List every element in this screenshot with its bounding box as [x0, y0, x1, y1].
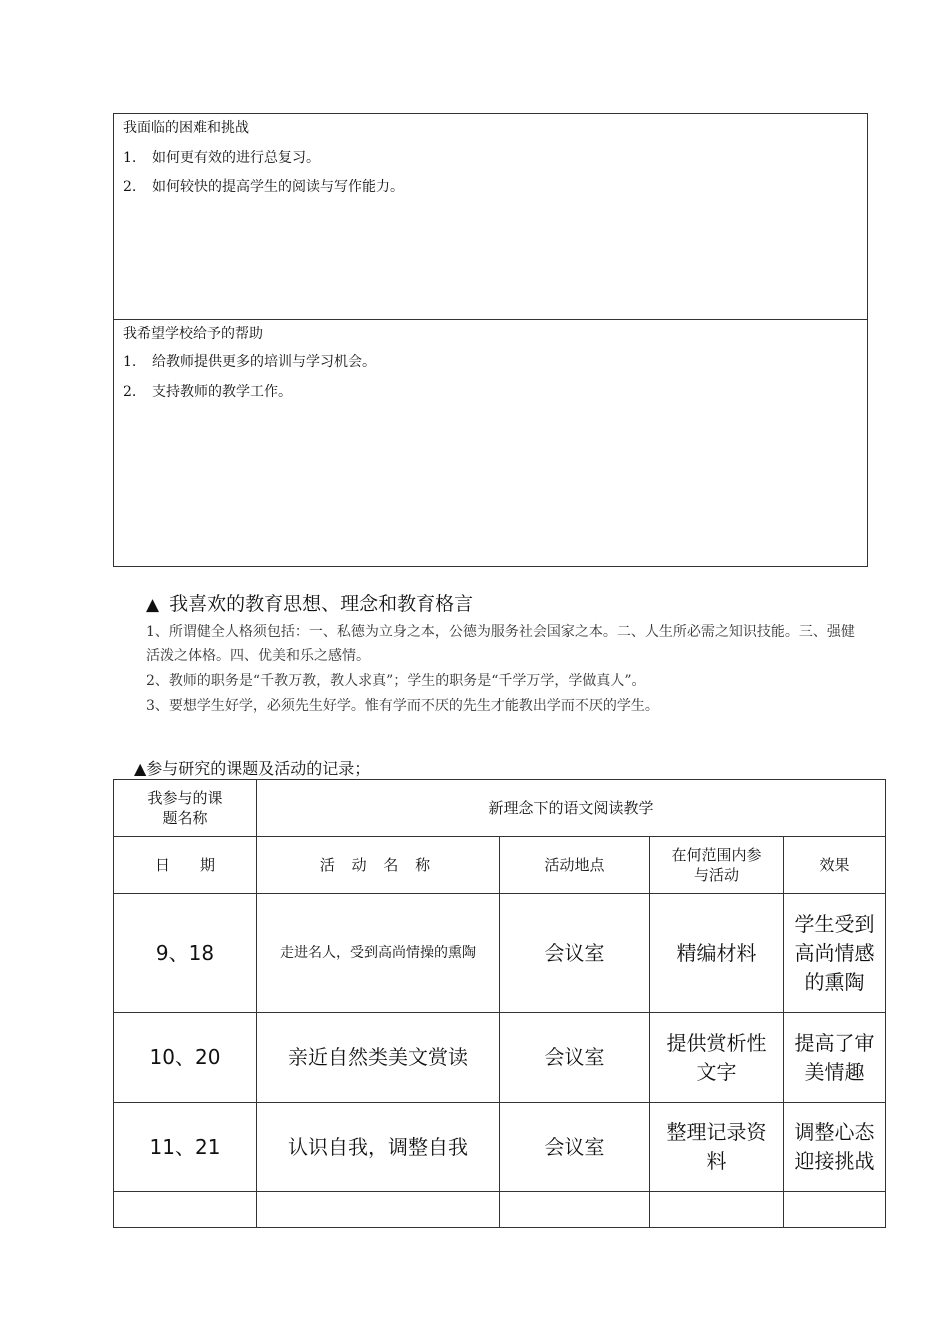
- scope-cell: [650, 1013, 784, 1103]
- challenge-item-number: 1.: [123, 150, 137, 166]
- help-item-text: 支持教师的教学工作。: [152, 384, 292, 400]
- challenge-item: [123, 176, 404, 196]
- effect-text: 学生受到高尚情感的熏陶: [794, 911, 875, 994]
- activity-cell: [257, 1192, 500, 1228]
- activity-cell: 走进名人，受到高尚情操的熏陶: [257, 894, 500, 1013]
- date-cell: 10、20: [114, 1013, 257, 1103]
- date-cell: 11、21: [114, 1103, 257, 1192]
- challenge-item-text: 如何更有效的进行总复习。: [152, 150, 320, 166]
- table-row: [114, 894, 886, 1013]
- motto-paragraph: 3、要想学生好学，必须先生好学。惟有学而不厌的先生才能教出学而不厌的学生。: [146, 698, 659, 714]
- challenge-item: [123, 147, 320, 167]
- header-activity: 活 动 名 称: [257, 837, 500, 894]
- place-cell: 会议室: [500, 1103, 650, 1192]
- scope-text: 整理记录资料: [666, 1120, 767, 1173]
- effect-text: 调整心态 迎接挑战: [794, 1120, 875, 1173]
- topic-label: 我参与的课题名称: [147, 789, 223, 827]
- date-cell: 9、18: [114, 894, 257, 1013]
- activity-cell: 认识自我，调整自我: [257, 1103, 500, 1192]
- header-date: 日 期: [114, 837, 257, 894]
- challenge-item-number: 2.: [123, 179, 137, 195]
- topic-value-cell: 新理念下的语文阅读教学: [257, 780, 886, 837]
- header-scope-label: 在何范围内参与活动: [671, 846, 762, 884]
- help-item-number: 2.: [123, 384, 137, 400]
- help-item-number: 1.: [123, 354, 137, 370]
- triangle-marker-icon: ▲: [146, 595, 160, 615]
- table-row: [114, 1192, 886, 1228]
- help-label: 我希望学校给予的帮助: [123, 326, 263, 342]
- table-row: [114, 1013, 886, 1103]
- challenges-box: [113, 113, 868, 320]
- header-place: 活动地点: [500, 837, 650, 894]
- challenges-label: 我面临的困难和挑战: [123, 120, 249, 136]
- effect-cell: [784, 894, 886, 1013]
- help-item-text: 给教师提供更多的培训与学习机会。: [152, 354, 376, 370]
- effect-cell: [784, 1013, 886, 1103]
- place-cell: 会议室: [500, 1013, 650, 1103]
- activity-cell: 亲近自然类美文赏读: [257, 1013, 500, 1103]
- philosophy-heading: [146, 589, 473, 616]
- help-item: [123, 381, 292, 401]
- help-box: [113, 319, 868, 567]
- header-scope: [650, 837, 784, 894]
- effect-cell: [784, 1103, 886, 1192]
- motto-paragraph: 2、教师的职务是“千教万教，教人求真”；学生的职务是“千学万学，学做真人”。: [146, 673, 646, 689]
- table-row: [114, 1103, 886, 1192]
- records-title: ▲参与研究的课题及活动的记录；: [134, 759, 371, 778]
- topic-row: [114, 780, 886, 837]
- motto-paragraph: 1、所谓健全人格须包括：一、私德为立身之本，公德为服务社会国家之本。二、人生所必需之知识技能。三、强健活泼之体格。四、优美和乐之感情。: [146, 624, 855, 664]
- header-effect: 效果: [784, 837, 886, 894]
- scope-cell: [650, 1103, 784, 1192]
- scope-text: 提供赏析性文字: [666, 1030, 767, 1084]
- topic-label-cell: [114, 780, 257, 837]
- activity-records-table: [113, 779, 886, 1228]
- scope-cell: [650, 1192, 784, 1228]
- effect-text: 提高了审美情趣: [794, 1030, 875, 1084]
- place-cell: [500, 1192, 650, 1228]
- challenge-item-text: 如何较快的提高学生的阅读与写作能力。: [152, 179, 404, 195]
- help-item: [123, 351, 376, 371]
- place-cell: 会议室: [500, 894, 650, 1013]
- effect-cell: [784, 1192, 886, 1228]
- scope-cell: 精编材料: [650, 894, 784, 1013]
- philosophy-title: 我喜欢的教育思想、理念和教育格言: [169, 593, 474, 615]
- header-row: [114, 837, 886, 894]
- date-cell: [114, 1192, 257, 1228]
